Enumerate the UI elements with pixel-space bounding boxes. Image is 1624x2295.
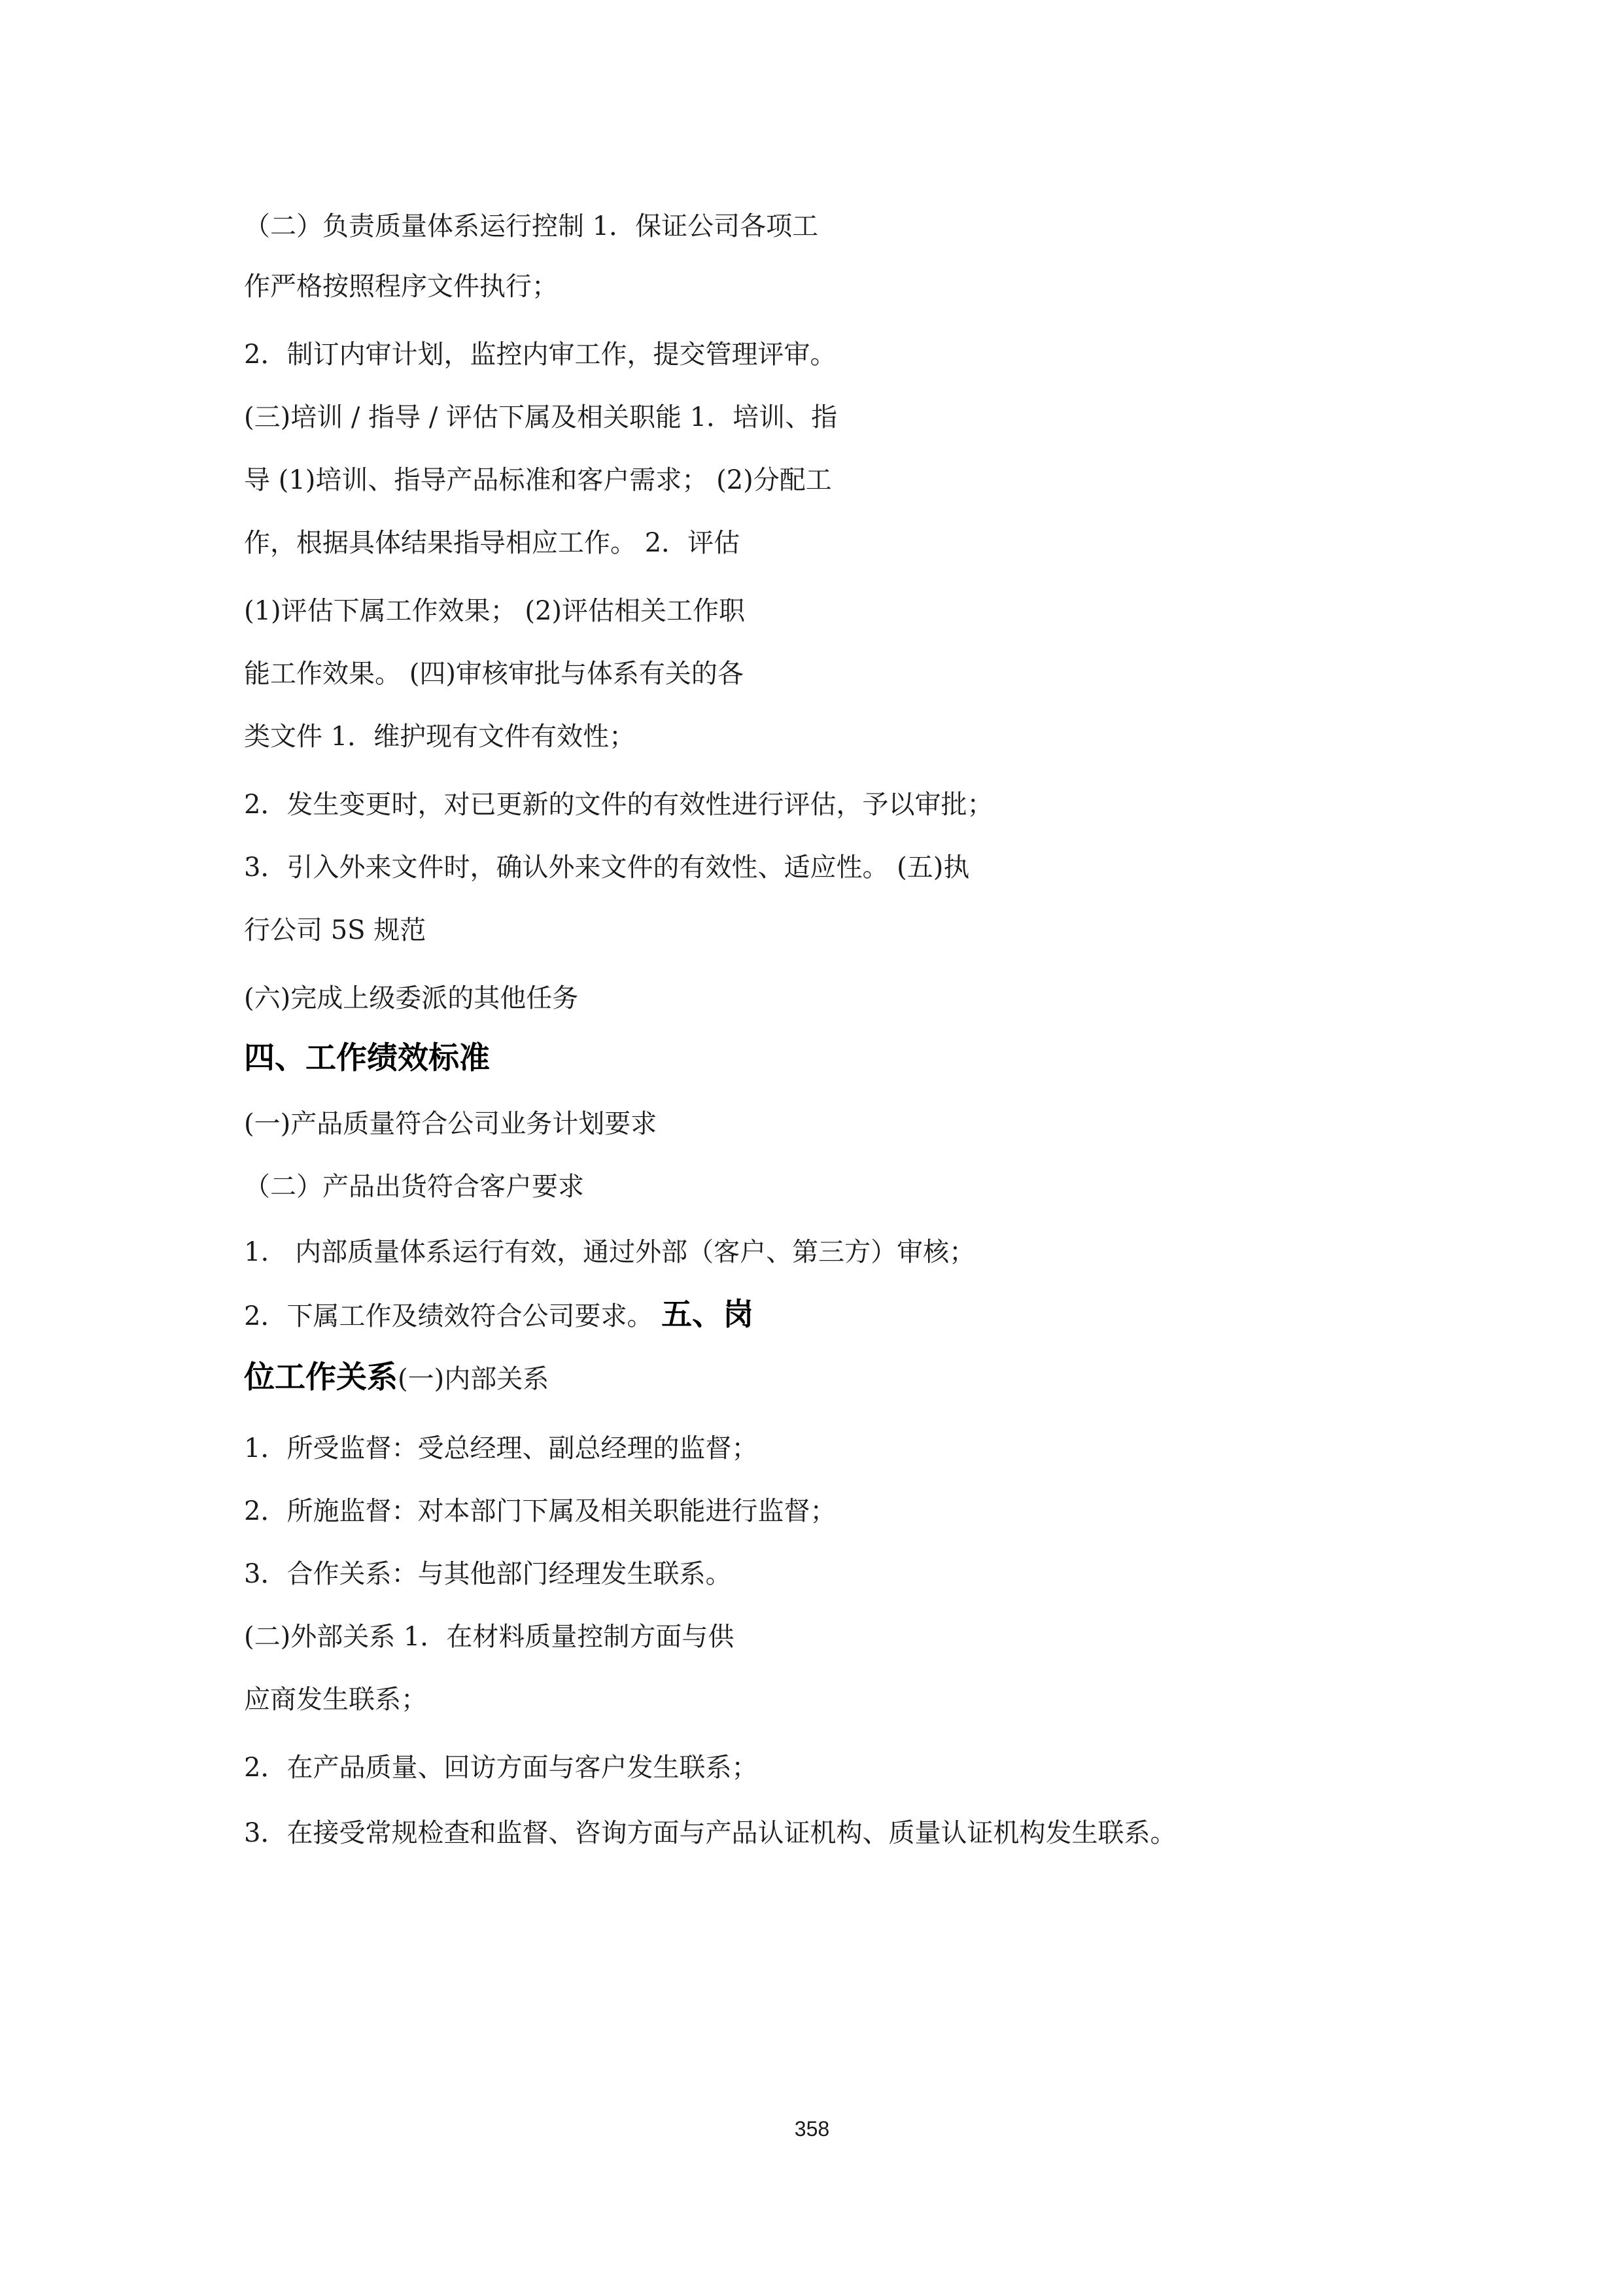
text-line: 应商发生联系；	[244, 1685, 427, 1715]
text-line: (一)产品质量符合公司业务计划要求	[244, 1109, 657, 1139]
text-line: 3．引入外来文件时，确认外来文件的有效性、适应性。 (五)执	[244, 852, 970, 883]
page-number: 358	[794, 2117, 830, 2141]
text-line: 作，根据具体结果指导相应工作。 2．评估	[244, 528, 740, 558]
text-line: （二）产品出货符合客户要求	[244, 1172, 584, 1202]
text-line: 1．所受监督：受总经理、副总经理的监督；	[244, 1433, 758, 1463]
text-line: 导 (1)培训、指导产品标准和客户需求； (2)分配工	[244, 465, 832, 495]
text-line: 2．在产品质量、回访方面与客户发生联系；	[244, 1753, 758, 1783]
text-line: 作严格按照程序文件执行；	[244, 272, 558, 302]
text-line	[244, 1297, 753, 1335]
text-segment: (一)内部关系	[398, 1364, 549, 1394]
text-line: 类文件 1．维护现有文件有效性；	[244, 722, 636, 752]
text-line: 2．制订内审计划，监控内审工作，提交管理评审。	[244, 340, 837, 370]
text-line: 3．合作关系：与其他部门经理发生联系。	[244, 1559, 732, 1589]
text-line: 1. 内部质量体系运行有效，通过外部（客户、第三方）审核；	[244, 1237, 976, 1267]
text-line: 2．发生变更时，对已更新的文件的有效性进行评估，予以审批；	[244, 790, 993, 820]
text-line: (六)完成上级委派的其他任务	[244, 983, 579, 1013]
text-segment: 2．下属工作及绩效符合公司要求。	[244, 1301, 662, 1331]
text-line: 3．在接受常规检查和监督、咨询方面与产品认证机构、质量认证机构发生联系。	[244, 1818, 1177, 1848]
text-line: 行公司 5S 规范	[244, 915, 426, 945]
section-heading-4: 四、工作绩效标准	[244, 1040, 490, 1076]
text-line: (三)培训 / 指导 / 评估下属及相关职能 1．培训、指	[244, 402, 838, 432]
text-line: 2．所施监督：对本部门下属及相关职能进行监督；	[244, 1496, 837, 1526]
section-heading-5-part2: 位工作关系	[244, 1359, 398, 1395]
section-heading-5-part1: 五、岗	[661, 1297, 754, 1333]
text-line: 能工作效果。 (四)审核审批与体系有关的各	[244, 659, 744, 689]
text-line	[244, 1359, 549, 1397]
text-line: (1)评估下属工作效果； (2)评估相关工作职	[244, 596, 746, 626]
text-line: (二)外部关系 1．在材料质量控制方面与供	[244, 1622, 734, 1652]
text-line: （二）负责质量体系运行控制 1．保证公司各项工	[244, 211, 819, 241]
